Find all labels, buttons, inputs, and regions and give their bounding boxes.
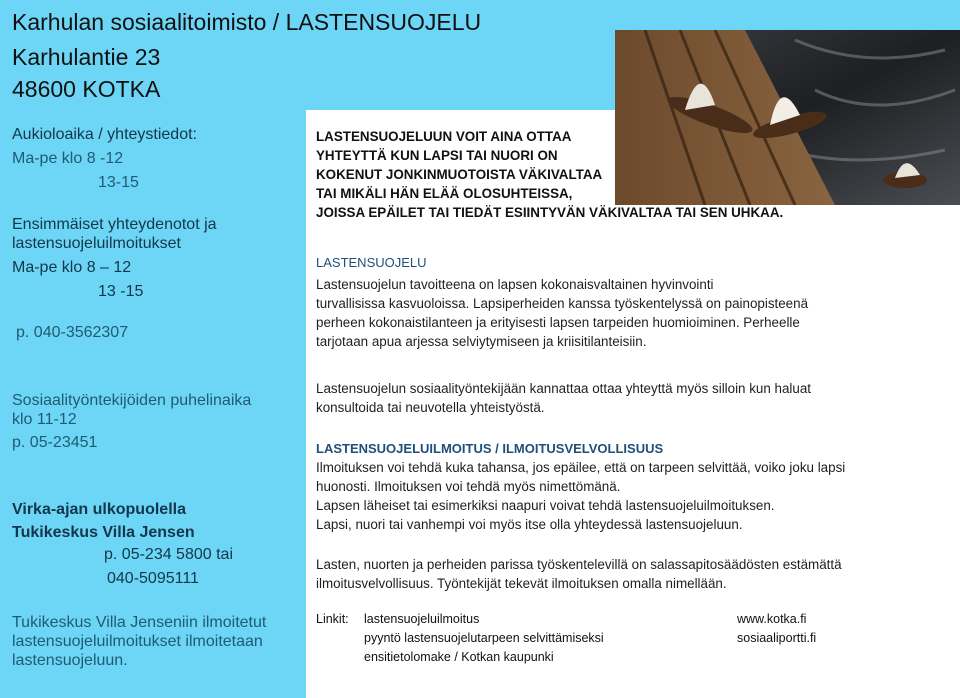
hours-line: 13-15 <box>98 174 139 191</box>
paragraph-line: perheen kokonaistilanteen ja erityisesti lapsen tarpeiden huomioiminen. Perheelle <box>316 315 800 330</box>
hours-line: Ma-pe klo 8 -12 <box>12 150 124 167</box>
alert-line: KOKENUT JONKINMUOTOISTA VÄKIVALTAA <box>316 167 603 182</box>
link-kotka[interactable]: www.kotka.fi <box>737 612 807 626</box>
paragraph-line: Lasten, nuorten ja perheiden parissa työskentelevillä on salassapitosäädösten estämättä <box>316 557 842 572</box>
first-contacts-hours: 13 -15 <box>98 283 144 300</box>
first-contacts-hours: Ma-pe klo 8 – 12 <box>12 259 132 276</box>
contact-section <box>316 379 811 417</box>
alert-line: LASTENSUOJELUUN VOIT AINA OTTAA <box>316 129 572 144</box>
link-ensitietolomake[interactable]: ensitietolomake / Kotkan kaupunki <box>364 650 554 664</box>
paragraph-line: Lapsi, nuori tai vanhempi voi myös itse olla yhteydessä lastensuojeluun. <box>316 517 743 532</box>
villa-note: lastensuojeluilmoitukset ilmoitetaan <box>12 633 263 650</box>
workers-phone-time: klo 11-12 <box>12 411 77 428</box>
workers-phone-time: Sosiaalityöntekijöiden puhelinaika <box>12 392 252 409</box>
postal-address: 48600 KOTKA <box>12 76 161 102</box>
link-sosiaaliportti[interactable]: sosiaaliportti.fi <box>737 631 817 645</box>
after-hours-phone: 040-5095111 <box>107 570 199 587</box>
first-contacts-heading: lastensuojeluilmoitukset <box>12 235 181 252</box>
villa-note: Tukikeskus Villa Jenseniin ilmoitetut <box>12 614 267 631</box>
report-section <box>316 439 845 534</box>
paragraph-line: turvallisissa kasvuoloissa. Lapsiperheiden kanssa työskentelyssä on painopisteenä <box>316 296 809 311</box>
links-list <box>364 610 604 667</box>
paragraph-line: konsultoida tai neuvotella yhteistyöstä. <box>316 400 545 415</box>
links-label: Linkit: <box>316 612 349 626</box>
first-contacts-heading: Ensimmäiset yhteydenotot ja <box>12 216 217 233</box>
external-links <box>737 610 816 648</box>
after-hours-heading: Virka-ajan ulkopuolella <box>12 501 186 518</box>
paragraph-line: tarjotaan apua arjessa selviytymiseen ja kriisitilanteisiin. <box>316 334 647 349</box>
paragraph-line: Lastensuojelun tavoitteena on lapsen kokonaisvaltainen hyvinvointi <box>316 277 714 292</box>
alert-line: YHTEYTTÄ KUN LAPSI TAI NUORI ON <box>316 148 558 163</box>
after-hours-heading: Tukikeskus Villa Jensen <box>12 524 195 541</box>
alert-line: JOISSA EPÄILET TAI TIEDÄT ESIINTYVÄN VÄKIVALTAA TAI SEN UHKAA. <box>316 205 784 220</box>
duty-section <box>316 555 842 593</box>
street-address: Karhulantie 23 <box>12 44 161 70</box>
link-selvityspyynto[interactable]: pyyntö lastensuojelutarpeen selvittämiseksi <box>364 631 604 645</box>
villa-note: lastensuojeluun. <box>12 652 128 669</box>
page-title: Karhulan sosiaalitoimisto / LASTENSUOJELU <box>12 9 482 35</box>
workers-phone: p. 05-23451 <box>12 434 98 451</box>
lastensuojelu-section <box>316 253 808 351</box>
section-heading: LASTENSUOJELUILMOITUS / ILMOITUSVELVOLLISUUS <box>316 441 664 456</box>
alert-block <box>316 127 783 222</box>
paragraph-line: Ilmoituksen voi tehdä kuka tahansa, jos epäilee, että on tarpeen selvittää, voiko joku lapsi <box>316 460 846 475</box>
section-heading: LASTENSUOJELU <box>316 255 427 270</box>
link-lastensuojeluilmoitus[interactable]: lastensuojeluilmoitus <box>364 612 480 626</box>
paragraph-line: huonosti. Ilmoituksen voi tehdä myös nimettömänä. <box>316 479 621 494</box>
alert-line: TAI MIKÄLI HÄN ELÄÄ OLOSUHTEISSA, <box>316 186 573 201</box>
after-hours-phone: p. 05-234 5800 tai <box>104 546 233 563</box>
paragraph-line: Lastensuojelun sosiaalityöntekijään kannattaa ottaa yhteyttä myös silloin kun haluat <box>316 381 812 396</box>
hours-title: Aukioloaika / yhteystiedot: <box>12 126 197 143</box>
main-phone: p. 040-3562307 <box>16 324 129 341</box>
paragraph-line: ilmoitusvelvollisuus. Työntekijät tekevät ilmoituksen omalla nimellään. <box>316 576 727 591</box>
paragraph-line: Lapsen läheiset tai esimerkiksi naapuri voivat tehdä lastensuojeluilmoituksen. <box>316 498 775 513</box>
